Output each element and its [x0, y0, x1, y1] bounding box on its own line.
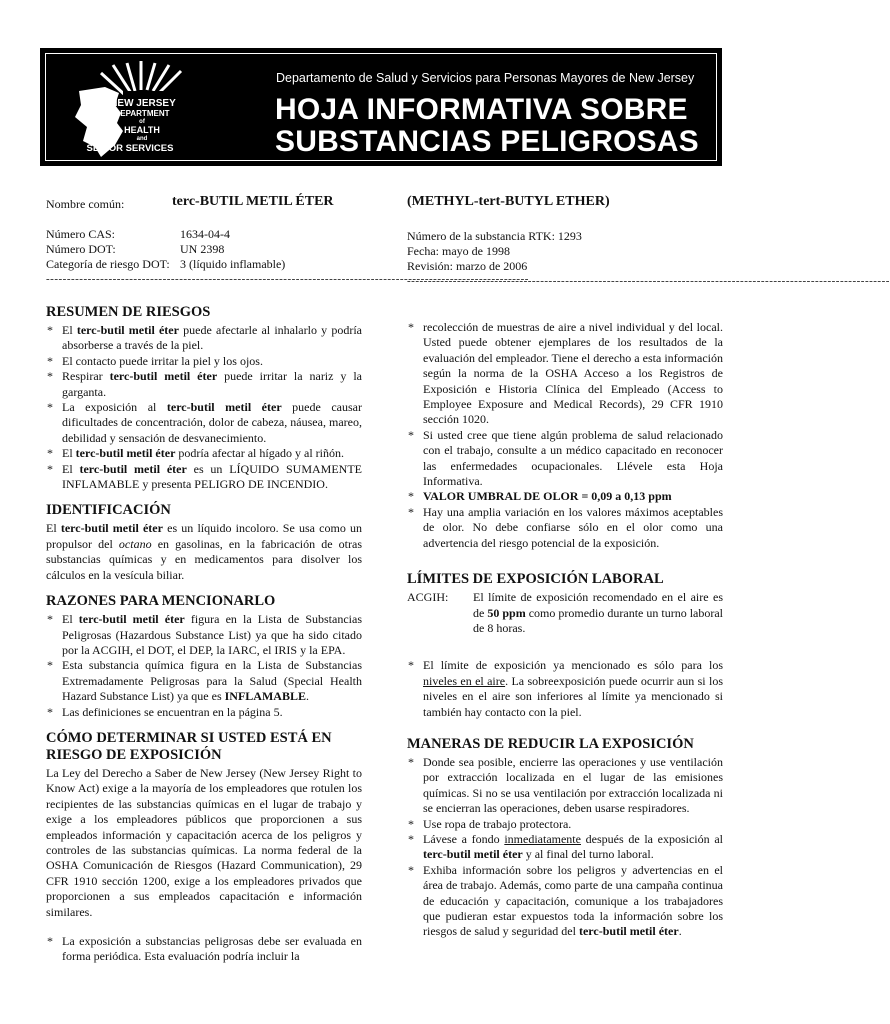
common-name-label: Nombre común: [46, 197, 125, 211]
maneras-list [407, 755, 723, 940]
list-item: * Esta substancia química figura en la Lista de Substancias Extremadamente Peligrosas para la Salud (Special Health Hazard Substance List) ya que es INFLAMABLE. [46, 658, 362, 704]
list-item: * Use ropa de trabajo protectora. [407, 817, 723, 832]
header-banner [40, 48, 722, 166]
cas-number: 1634-04-4 [180, 227, 230, 241]
acgih-label: ACGIH: [407, 590, 449, 605]
title-line-2: SUBSTANCIAS PELIGROSAS [275, 125, 699, 158]
list-item: * El contacto puede irritar la piel y los ojos. [46, 354, 362, 369]
resumen-heading: RESUMEN DE RIESGOS [46, 304, 211, 320]
rtk-number: Número de la substancia RTK: 1293 [407, 229, 582, 243]
date: Fecha: mayo de 1998 [407, 244, 510, 258]
hazard-label: Categoría de riesgo DOT: [46, 257, 170, 271]
acgih-value: El límite de exposición recomendado en el aire es de 50 ppm como promedio durante un turno laboral de 8 horas. [473, 590, 724, 635]
logo-line-and: and [136, 136, 148, 142]
list-item: * Lávese a fondo inmediatamente después de la exposición al terc-butil metil éter y al final del turno laboral. [407, 832, 723, 863]
list-item: * El terc-butil metil éter puede afectarle al inhalarlo y podría absorberse a través de la piel. [46, 323, 362, 354]
divider-right: -------------------------------------------------------------------------------------------------------------------- [407, 275, 890, 287]
riesgo-list-cont [407, 320, 723, 551]
identificacion-text: El terc-butil metil éter es un líquido incoloro. Se usa como un propulsor del octano en gasolinas, en la fabricación de otras substancias químicas y en medicamentos para disolver los cálculos en la vesícula biliar. [46, 521, 363, 582]
list-item: * Las definiciones se encuentran en la página 5. [46, 705, 362, 720]
razones-list [46, 612, 362, 720]
hazard-category: 3 (líquido inflamable) [180, 257, 286, 271]
list-item: * Hay una amplia variación en los valores máximos aceptables de olor. No debe confiarse sólo en el olor como una advertencia del riesgo potencial de la exposición. [407, 505, 723, 551]
list-item: * El terc-butil metil éter figura en la Lista de Substancias Peligrosas (Hazardous Substance List) ya que ha sido citado por la ACGIH, el DOT, el DEP, la IARC, el IRIS y la EPA. [46, 612, 362, 658]
revision: Revisión: marzo de 2006 [407, 259, 528, 273]
list-item: * El terc-butil metil éter es un LÍQUIDO SUMAMENTE INFLAMABLE y presenta PELIGRO DE INCENDIO. [46, 462, 362, 493]
logo-line-department: DEPARTMENT [114, 109, 170, 118]
list-item: * La exposición a substancias peligrosas debe ser evaluada en forma periódica. Esta evaluación podría incluir la [46, 934, 362, 965]
department-name: Departamento de Salud y Servicios para Personas Mayores de New Jersey [276, 71, 695, 85]
list-item-continued: * recolección de muestras de aire a nivel individual y del local. Usted puede obtener ejemplares de los resultados de la evaluación del empleador. Tiene el derecho a esta información según la norma de la OSHA Acceso a los Registros de Exposición e Historia Clínica del Empleado (Access to Employee Exposure and Medical Records), 29 CFR 1910 sección 1020. [407, 320, 723, 428]
list-item: * Si usted cree que tiene algún problema de salud relacionado con el trabajo, consulte a un médico capacitado en reconocer las enfermedades ocupacionales. Llévele esta Hoja Informativa. [407, 428, 723, 490]
right-column [407, 320, 723, 940]
riesgo-list-start [46, 934, 362, 965]
cas-label: Número CAS: [46, 227, 115, 241]
list-item: * El terc-butil metil éter podría afectar al hígado y al riñón. [46, 446, 362, 461]
resumen-list [46, 323, 362, 492]
riesgo-heading: CÓMO DETERMINAR SI USTED ESTÁ EN RIESGO DE EXPOSICIÓN [46, 729, 332, 763]
left-column [46, 304, 362, 965]
title-line-1: HOJA INFORMATIVA SOBRE [275, 93, 688, 126]
acgih-limit [407, 590, 723, 636]
list-item: * Respirar terc-butil metil éter puede irritar la nariz y la garganta. [46, 369, 362, 400]
list-item: * El límite de exposición ya mencionado es sólo para los niveles en el aire. La sobreexposición puede ocurrir aun si los niveles en el aire son inferiores al límite ya mencionado si también hay contacto con la piel. [407, 658, 723, 720]
logo-line-of: of [139, 119, 145, 125]
logo-line-senior-services: SENIOR SERVICES [86, 143, 174, 154]
dot-label: Número DOT: [46, 242, 116, 256]
identificacion-heading: IDENTIFICACIÓN [46, 502, 171, 519]
razones-heading: RAZONES PARA MENCIONARLO [46, 593, 276, 610]
list-item: * La exposición al terc-butil metil éter puede causar dificultades de concentración, dolor de cabeza, náusea, mareo, debilidad y sensación de desvanecimiento. [46, 400, 362, 446]
list-item: * Donde sea posible, encierre las operaciones y use ventilación por extracción localizada en el lugar de las emisiones químicas. Si no se usa ventilación por extracción localizada ni se encierran las operaciones, deben usarse respiradores. [407, 755, 723, 817]
list-item: * VALOR UMBRAL DE OLOR = 0,09 a 0,13 ppm [407, 489, 723, 504]
limites-list [407, 658, 723, 720]
dot-number: UN 2398 [180, 242, 225, 256]
logo-line-health: HEALTH [124, 125, 160, 135]
list-item: * Exhiba información sobre los peligros y advertencias en el área de trabajo. Además, como parte de una campaña continua de educación y capacitación, comunique a los trabajadores que pudieran estar expuestos toda la información sobre los riesgos de salud y seguridad del terc-butil metil éter. [407, 863, 723, 940]
divider-left: -------------------------------------------------------------------------------------------------------------------- [46, 273, 529, 285]
logo-line-new-jersey: NEW JERSEY [110, 98, 176, 109]
maneras-heading: MANERAS DE REDUCIR LA EXPOSICIÓN [407, 735, 694, 752]
riesgo-paragraph: La Ley del Derecho a Saber de New Jersey (New Jersey Right to Know Act) exige a la mayoría de los empleadores que rotulen los recipientes de las substancias químicas en el lugar de trabajo y exige a los empleadores públicos que proporcionen a sus empleados información y capacitación acerca de los peligros y controles de las substancias químicas. La norma federal de la OSHA Comunicación de Riesgos (Hazard Communication), 29 CFR 1910 sección 1200, exige a los empleadores privados que proporcionen a sus empleados capacitación e información similares. [46, 765, 362, 919]
english-name: (METHYL-tert-BUTYL ETHER) [407, 194, 610, 209]
limites-heading: LÍMITES DE EXPOSICIÓN LABORAL [407, 571, 664, 588]
common-name: terc-BUTIL METIL ÉTER [172, 194, 334, 209]
